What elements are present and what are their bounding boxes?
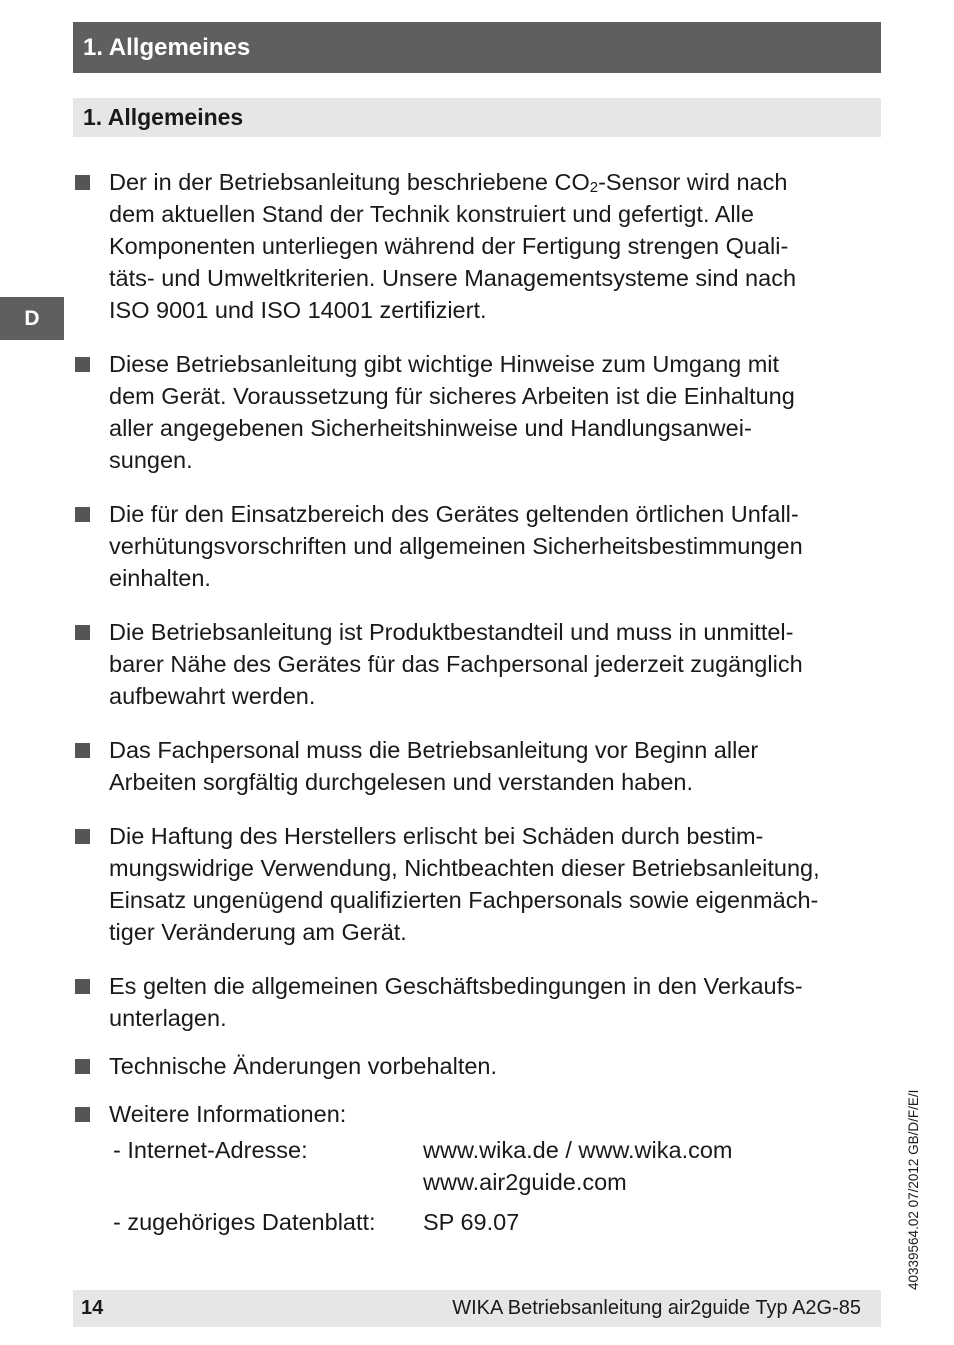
info-table xyxy=(113,1134,733,1238)
datasheet-value: SP 69.07 xyxy=(423,1209,520,1235)
info-row-internet-2 xyxy=(113,1166,733,1198)
footer-doc-title: WIKA Betriebsanleitung air2guide Typ A2G-85 xyxy=(452,1297,861,1319)
bullet-line: Diese Betriebsanleitung gibt wichtige Hinweise zum Umgang mit xyxy=(109,351,780,377)
list-item xyxy=(73,970,888,1034)
square-bullet-icon xyxy=(75,357,90,372)
section-heading: 1. Allgemeines xyxy=(73,98,881,137)
square-bullet-icon xyxy=(75,507,90,522)
info-row-datasheet xyxy=(113,1198,733,1238)
language-tab: D xyxy=(0,297,64,340)
bullet-line: Arbeiten sorgfältig durchgelesen und verstanden haben. xyxy=(109,769,693,795)
bullet-line: Die Betriebsanleitung ist Produktbestandteil und muss in unmittel- xyxy=(109,619,794,645)
list-item xyxy=(73,734,888,798)
square-bullet-icon xyxy=(75,743,90,758)
chapter-header: 1. Allgemeines xyxy=(73,22,881,73)
bullet-line: dem aktuellen Stand der Technik konstruiert und gefertigt. Alle xyxy=(109,201,754,227)
internet-value-2: www.air2guide.com xyxy=(423,1169,627,1195)
bullet-line: unterlagen. xyxy=(109,1005,227,1031)
bullet-line: verhütungsvorschriften und allgemeinen Sicherheitsbestimmungen xyxy=(109,533,803,559)
bullet-line: Die Haftung des Herstellers erlischt bei Schäden durch bestim- xyxy=(109,823,764,849)
square-bullet-icon xyxy=(75,829,90,844)
internet-label: - Internet-Adresse: xyxy=(113,1137,308,1163)
list-item xyxy=(73,498,888,594)
bullet-line: aller angegebenen Sicherheitshinweise und Handlungsanwei- xyxy=(109,415,752,441)
bullet-line: sungen. xyxy=(109,447,193,473)
datasheet-label: - zugehöriges Datenblatt: xyxy=(113,1209,376,1235)
square-bullet-icon xyxy=(75,625,90,640)
list-item xyxy=(73,616,888,712)
square-bullet-icon xyxy=(75,175,90,190)
bullet-line: Es gelten die allgemeinen Geschäftsbedingungen in den Verkaufs- xyxy=(109,973,803,999)
list-item xyxy=(73,1098,888,1238)
page-number: 14 xyxy=(81,1297,104,1319)
list-item xyxy=(73,166,888,326)
bullet-line: Einsatz ungenügend qualifizierten Fachpersonals sowie eigenmäch- xyxy=(109,887,819,913)
bullet-line: Die für den Einsatzbereich des Gerätes geltenden örtlichen Unfall- xyxy=(109,501,799,527)
page-footer xyxy=(73,1290,881,1327)
bullet-line: Weitere Informationen: xyxy=(109,1101,347,1127)
list-item xyxy=(73,820,888,948)
bullet-line: mungswidrige Verwendung, Nichtbeachten dieser Betriebsanleitung, xyxy=(109,855,820,881)
list-item xyxy=(73,348,888,476)
square-bullet-icon xyxy=(75,979,90,994)
list-item xyxy=(73,1050,888,1082)
bullet-line: dem Gerät. Voraussetzung für sicheres Arbeiten ist die Einhaltung xyxy=(109,383,795,409)
bullet-line: ISO 9001 und ISO 14001 zertifiziert. xyxy=(109,297,487,323)
bullet-line: aufbewahrt werden. xyxy=(109,683,316,709)
square-bullet-icon xyxy=(75,1107,90,1122)
bullet-line: Technische Änderungen vorbehalten. xyxy=(109,1053,498,1079)
bullet-line: täts- und Umweltkriterien. Unsere Managementsysteme sind nach xyxy=(109,265,797,291)
bullet-line: Das Fachpersonal muss die Betriebsanleitung vor Beginn aller xyxy=(109,737,759,763)
bullet-line: einhalten. xyxy=(109,565,211,591)
info-row-internet xyxy=(113,1134,733,1166)
bullet-line: Komponenten unterliegen während der Fertigung strengen Quali- xyxy=(109,233,789,259)
square-bullet-icon xyxy=(75,1059,90,1074)
document-code: 40339564.02 07/2012 GB/D/F/E/I xyxy=(906,1089,921,1290)
bullet-line: barer Nähe des Gerätes für das Fachpersonal jederzeit zugänglich xyxy=(109,651,803,677)
bullet-line: tiger Veränderung am Gerät. xyxy=(109,919,407,945)
internet-value: www.wika.de / www.wika.com xyxy=(423,1137,733,1163)
bullet-first-line: Der in der Betriebsanleitung beschriebene $CO_2$-Sensor wird nach xyxy=(109,169,788,196)
bullet-list xyxy=(73,166,888,1260)
